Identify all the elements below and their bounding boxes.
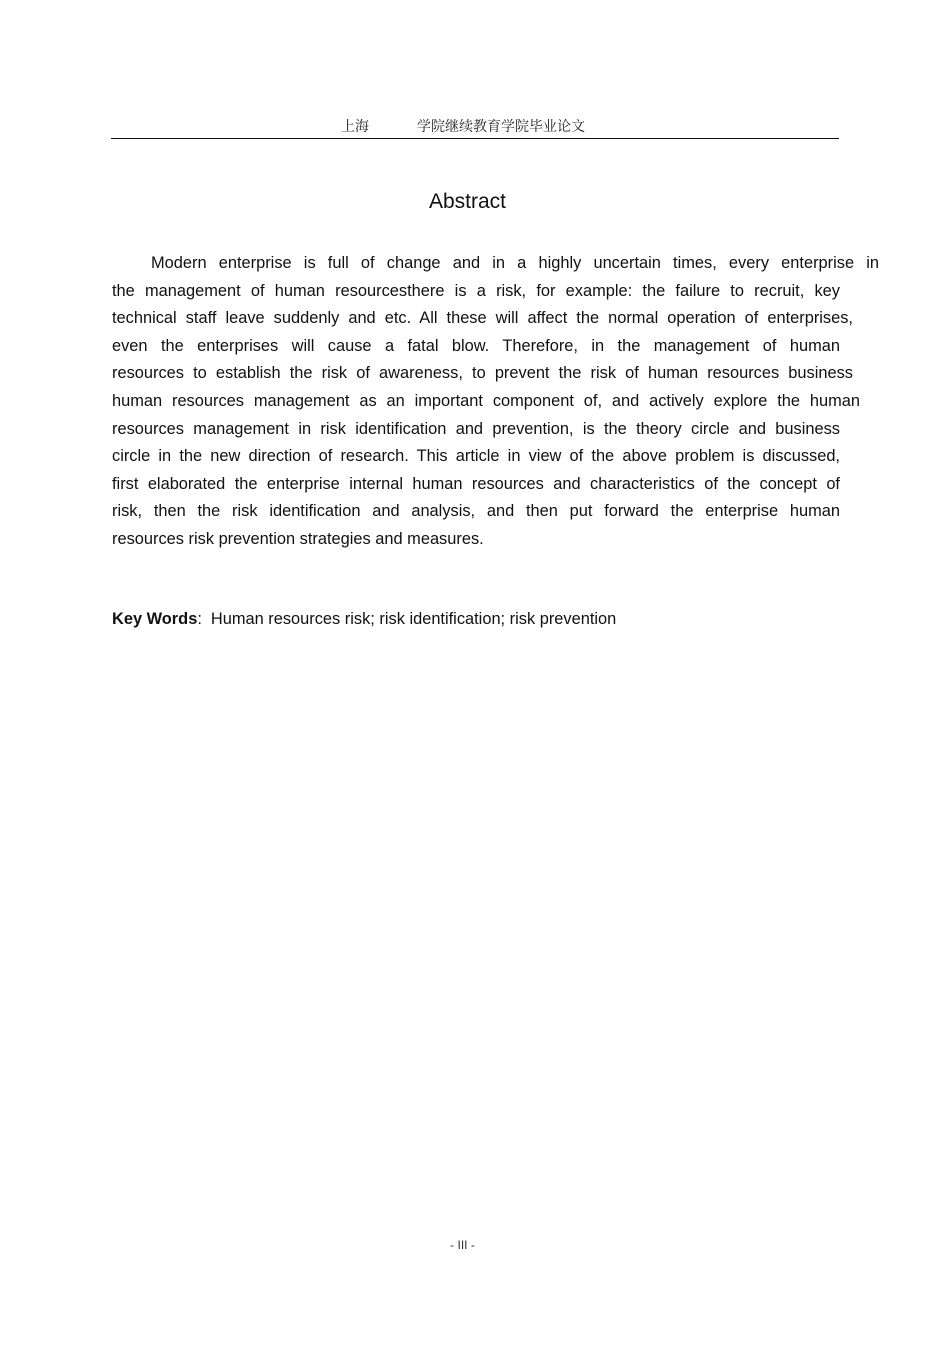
keywords bbox=[112, 610, 616, 629]
header-divider bbox=[111, 138, 839, 139]
keywords-text: Human resources risk; risk identification; risk prevention bbox=[210, 610, 617, 628]
abstract-line: first elaborated the enterprise internal human resources and characteristics of the concept of bbox=[112, 474, 840, 493]
abstract-line: resources risk prevention strategies and measures. bbox=[112, 529, 484, 548]
abstract-line: technical staff leave suddenly and etc. All these will affect the normal operation of enterprises, bbox=[112, 309, 853, 328]
abstract-line: resources to establish the risk of awareness, to prevent the risk of human resources business bbox=[112, 364, 853, 383]
page-number: - III - bbox=[450, 1238, 475, 1252]
abstract-line: human resources management as an important component of, and actively explore the human bbox=[112, 391, 860, 410]
keywords-label: Key Words bbox=[112, 610, 198, 628]
abstract-line: Modern enterprise is full of change and in a highly uncertain times, every enterprise in bbox=[151, 254, 879, 272]
header-thesis-title: 学院继续教育学院毕业论文 bbox=[417, 119, 585, 135]
abstract-line: risk, then the risk identification and analysis, and then put forward the enterprise human bbox=[112, 502, 840, 521]
abstract-line: resources management in risk identification and prevention, is the theory circle and business bbox=[112, 419, 840, 438]
running-header bbox=[111, 114, 839, 138]
keywords-separator: : bbox=[197, 610, 202, 628]
abstract-line: even the enterprises will cause a fatal blow. Therefore, in the management of human bbox=[112, 336, 840, 355]
abstract-heading: Abstract bbox=[428, 190, 507, 213]
abstract-line: circle in the new direction of research. This article in view of the above problem is discussed, bbox=[112, 447, 840, 466]
abstract-paragraph bbox=[112, 250, 879, 554]
abstract-line: the management of human resourcesthere is a risk, for example: the failure to recruit, key bbox=[112, 281, 840, 300]
header-institution-prefix: 上海 bbox=[341, 119, 369, 135]
